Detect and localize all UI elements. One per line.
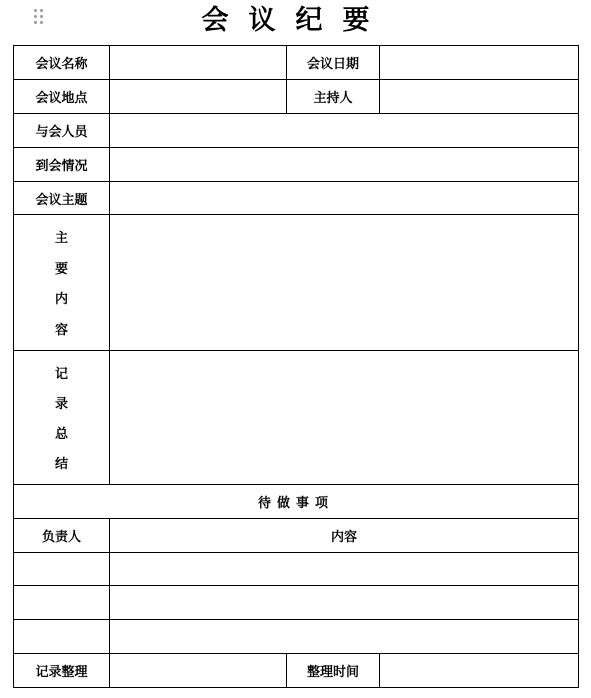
todo-owner-cell[interactable] bbox=[14, 620, 110, 654]
todo-content-cell[interactable] bbox=[110, 553, 579, 586]
main-content-char: 容 bbox=[54, 322, 68, 338]
value-summary[interactable] bbox=[110, 351, 579, 485]
todo-content-header: 内容 bbox=[110, 519, 579, 553]
value-recorder[interactable] bbox=[110, 654, 287, 688]
label-meeting-date: 会议日期 bbox=[287, 46, 380, 80]
label-attendees: 与会人员 bbox=[14, 114, 110, 148]
value-host[interactable] bbox=[380, 80, 579, 114]
todo-owner-cell[interactable] bbox=[14, 553, 110, 586]
todo-owner-header: 负责人 bbox=[14, 519, 110, 553]
label-meeting-place: 会议地点 bbox=[14, 80, 110, 114]
todo-content-cell[interactable] bbox=[110, 620, 579, 654]
summary-char: 录 bbox=[54, 397, 68, 412]
value-organized-time[interactable] bbox=[380, 654, 579, 688]
value-attendees[interactable] bbox=[110, 114, 579, 148]
label-organized-time: 整理时间 bbox=[287, 654, 380, 688]
summary-char: 记 bbox=[54, 367, 68, 382]
label-host: 主持人 bbox=[287, 80, 380, 114]
value-meeting-place[interactable] bbox=[110, 80, 287, 114]
todo-content-cell[interactable] bbox=[110, 586, 579, 620]
todo-header: 待做事项 bbox=[14, 485, 579, 519]
value-topic[interactable] bbox=[110, 182, 579, 215]
main-content-char: 要 bbox=[54, 261, 68, 277]
meeting-memo-table bbox=[13, 45, 579, 688]
label-recorder: 记录整理 bbox=[14, 654, 110, 688]
todo-owner-cell[interactable] bbox=[14, 586, 110, 620]
label-topic: 会议主题 bbox=[14, 182, 110, 215]
main-content-char: 主 bbox=[54, 231, 68, 247]
document-title: 会议纪要 bbox=[201, 5, 390, 36]
label-summary bbox=[14, 351, 110, 485]
label-attendance: 到会情况 bbox=[14, 148, 110, 182]
label-main-content bbox=[14, 215, 110, 351]
value-attendance[interactable] bbox=[110, 148, 579, 182]
label-meeting-name: 会议名称 bbox=[14, 46, 110, 80]
summary-char: 总 bbox=[54, 427, 68, 442]
summary-char: 结 bbox=[54, 457, 68, 472]
value-main-content[interactable] bbox=[110, 215, 579, 351]
value-meeting-name[interactable] bbox=[110, 46, 287, 80]
main-content-char: 内 bbox=[54, 292, 68, 308]
value-meeting-date[interactable] bbox=[380, 46, 579, 80]
